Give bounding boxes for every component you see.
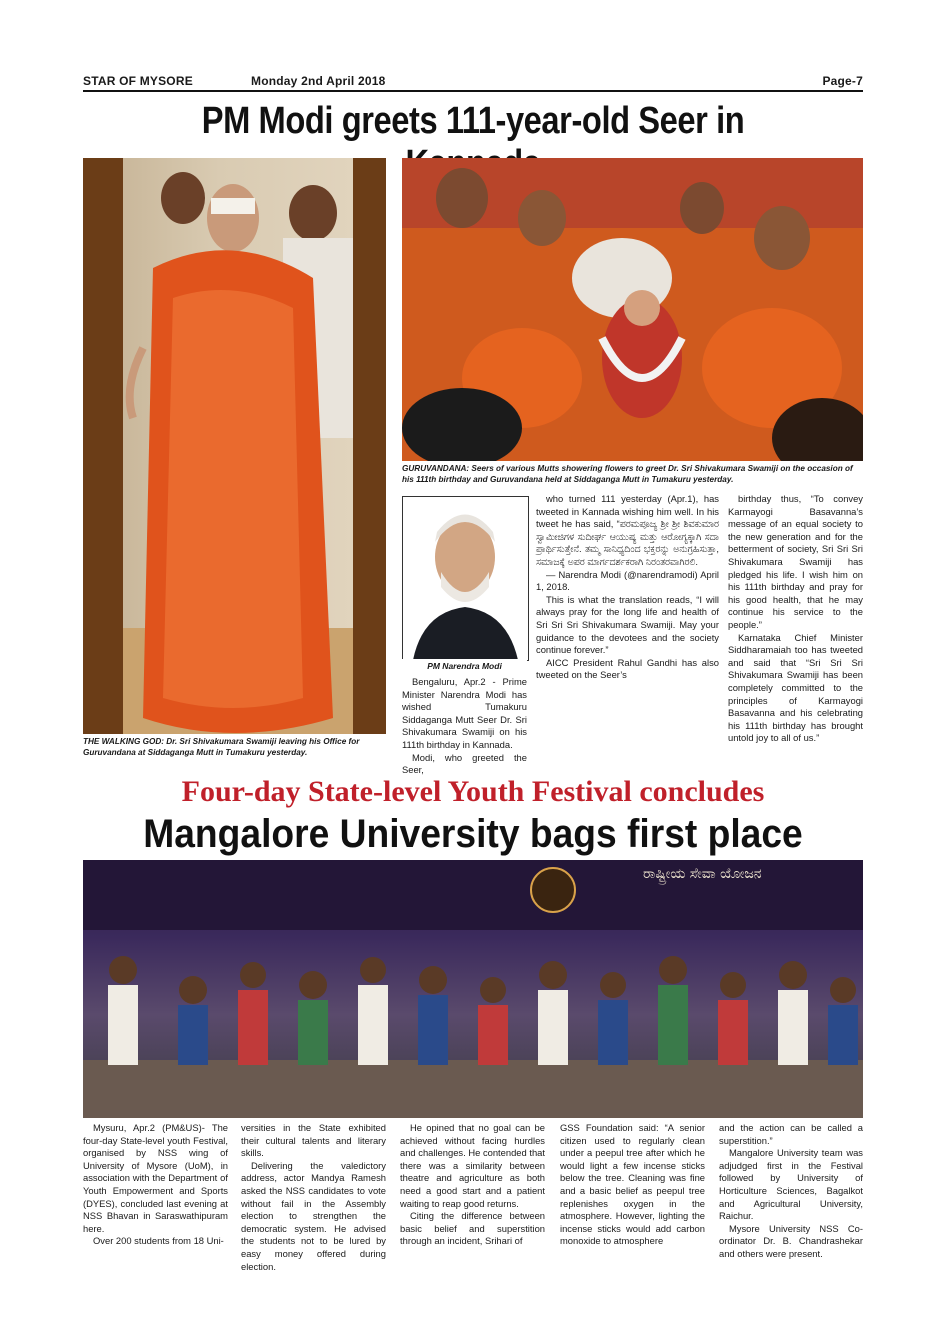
story2-kicker: Four-day State-level Youth Festival concludes — [181, 775, 765, 808]
story1-column-1 — [402, 676, 527, 777]
group-photo — [83, 860, 863, 1118]
portrait-illustration — [403, 497, 528, 660]
story2-col2-para2: Delivering the valedictory address, actor Mandya Ramesh asked the NSS candidates to vote without fail in the Assembly election to strengthen the democratic system. He advised the students not to be lured by easy money offered during election. — [241, 1159, 386, 1272]
story2-col5-para2: Mangalore University team was adjudged first in the Festival followed by University of Horticulture Sciences, Bagalkot and Agricultural University, Raichur. — [719, 1147, 863, 1222]
masthead-rule — [83, 90, 863, 92]
story2-col5-para1: and the action can be called a superstition.” — [719, 1122, 863, 1146]
story2-col5-para3: Mysore University NSS Co-ordinator Dr. B. Chandrashekar and others were present. — [719, 1222, 863, 1259]
story1-col1-para1: Bengaluru, Apr.2 - Prime Minister Narendra Modi has wished Tumakuru Siddaganga Mutt Seer Dr. Sri Shivakumara Swamiji on his 111th birthday in Kannada. — [402, 676, 527, 750]
story2-col1-para2: Over 200 students from 18 Uni- — [93, 1235, 224, 1247]
story1-col3-para2: Karnataka Chief Minister Siddharamaiah too has tweeted and said that “Sri Sri Sri Shivakumara Swamiji has been completely committed to the principles of Karmayogi Basavanna and his celebrating his 111th birthday has brought untold joy to all of us.” — [728, 631, 863, 744]
portrait-caption: PM Narendra Modi — [402, 659, 527, 673]
story1-col2-para1: who turned 111 yesterday (Apr.1), has tweeted in Kannada wishing him well. In his tweet he has said, “ಪರಮಪೂಜ್ಯ ಶ್ರೀ ಶ್ರೀ ಶಿವಕುಮಾರ ಸ್ವಾಮೀಜಿಗಳ ಸುದೀರ್ಘ ಆಯುಷ್ಯ ಮತ್ತು ಆರೋಗ್ಯಕ್ಕಾಗಿ ಸದಾ ಪ್ರಾರ್ಥಿಸುತ್ತೇನೆ. ತಮ್ಮ ಸಾನಿಧ್ಯದಿಂದ ಭಕ್ತರನ್ನು ಅನುಗ್ರಹಿಸುತ್ತಾ, ಸಮಾಜಕ್ಕೆ ಅಪರ ಮಾರ್ಗದರ್ಶಕರಾಗಿ ನಿರಂತರವಾಗಿರಲಿ. — [536, 493, 719, 567]
story2-column-2 — [241, 1122, 386, 1273]
story2-column-5 — [719, 1122, 863, 1261]
story1-headline: PM Modi greets 111-year-old Seer in — [201, 100, 745, 142]
left-photo-caption: THE WALKING GOD: Dr. Sri Shivakumara Swamiji leaving his Office for Guruvandana at Siddaganga Mutt in Tumakuru yesterday. — [83, 737, 360, 757]
story2-column-4 — [560, 1122, 705, 1248]
masthead-date: Monday 2nd April 2018 — [251, 74, 386, 88]
masthead-page: Page-7 — [822, 74, 863, 88]
seer-walking-illustration — [83, 158, 386, 734]
right-photo-caption: GURUVANDANA: Seers of various Mutts showering flowers to greet Dr. Sri Shivakumara Swamiji on the occasion of his 111th birthday and Guruvandana held at Siddaganga Mutt in Tumakuru yesterday. — [402, 464, 853, 484]
story2-column-1 — [83, 1122, 228, 1248]
nss-banner-text: ರಾಷ್ಟ್ರೀಯ ಸೇವಾ ಯೋಜನ — [643, 866, 762, 882]
story2-col1-para1: Mysuru, Apr.2 (PM&US)- The four-day State-level youth Festival, organised by NSS wing of University of Mysore (UoM), in association with the Department of Youth Empowerment and Sports (DYES), concluded last evening at NSS Bhavan in Saraswathipuram here. — [83, 1122, 228, 1234]
seer-walking-photo — [83, 158, 386, 734]
story1-col2-para2: — Narendra Modi (@narendramodi) April 1, 2018. — [536, 568, 719, 593]
story1-col2-para3: This is what the translation reads, “I will always pray for the long life and health of Sri Sri Sri Shivakumara Swamiji. May your guidance to the devotees and the society continue forever.” — [536, 593, 719, 656]
story2-col4-para1: GSS Foundation said: “A senior citizen used to regularly clean under a peepul tree after which he would light a few incense sticks below the tree. Cleaning was fine and a basic belief as peepul tree replenishes oxygen in the atmosphere. However, lighting the incense sticks would add carbon monoxide to atmosphere — [560, 1122, 705, 1247]
group-photo-illustration — [83, 860, 863, 1118]
story1-column-3 — [728, 493, 863, 745]
guruvandana-photo — [402, 158, 863, 461]
story1-col3-para1: birthday thus, “To convey Karmayogi Basavanna’s message of an equal society to the new generation and for the betterment of society, Sri Sri Sri Shivakumara Swamiji has pledged his life. I wish him on his 111th birthday and pray for his good health, that he may continue his service to the people.” — [728, 493, 863, 630]
story2-column-3 — [400, 1122, 545, 1248]
story2-col3-para2: Citing the difference between basic belief and superstition through an incident, Srihari of — [400, 1210, 545, 1247]
story1-col1-para2: Modi, who greeted the Seer, — [402, 751, 527, 776]
story1-col2-para4: AICC President Rahul Gandhi has also tweeted on the Seer’s — [536, 656, 719, 681]
story2-col3-para1: He opined that no goal can be achieved without facing hurdles and challenges. He contended that there was a similarity between theatre and agriculture as both need a good start and a patient waiting to reap good returns. — [400, 1122, 545, 1209]
guruvandana-illustration — [402, 158, 863, 461]
masthead-paper: STAR OF MYSORE — [83, 74, 193, 88]
story1-column-2 — [536, 493, 719, 682]
story2-col2-para1: versities in the State exhibited their cultural talents and literary skills. — [241, 1122, 386, 1159]
story2-headline: Mangalore University bags first place — [143, 812, 803, 856]
modi-portrait — [402, 496, 529, 661]
